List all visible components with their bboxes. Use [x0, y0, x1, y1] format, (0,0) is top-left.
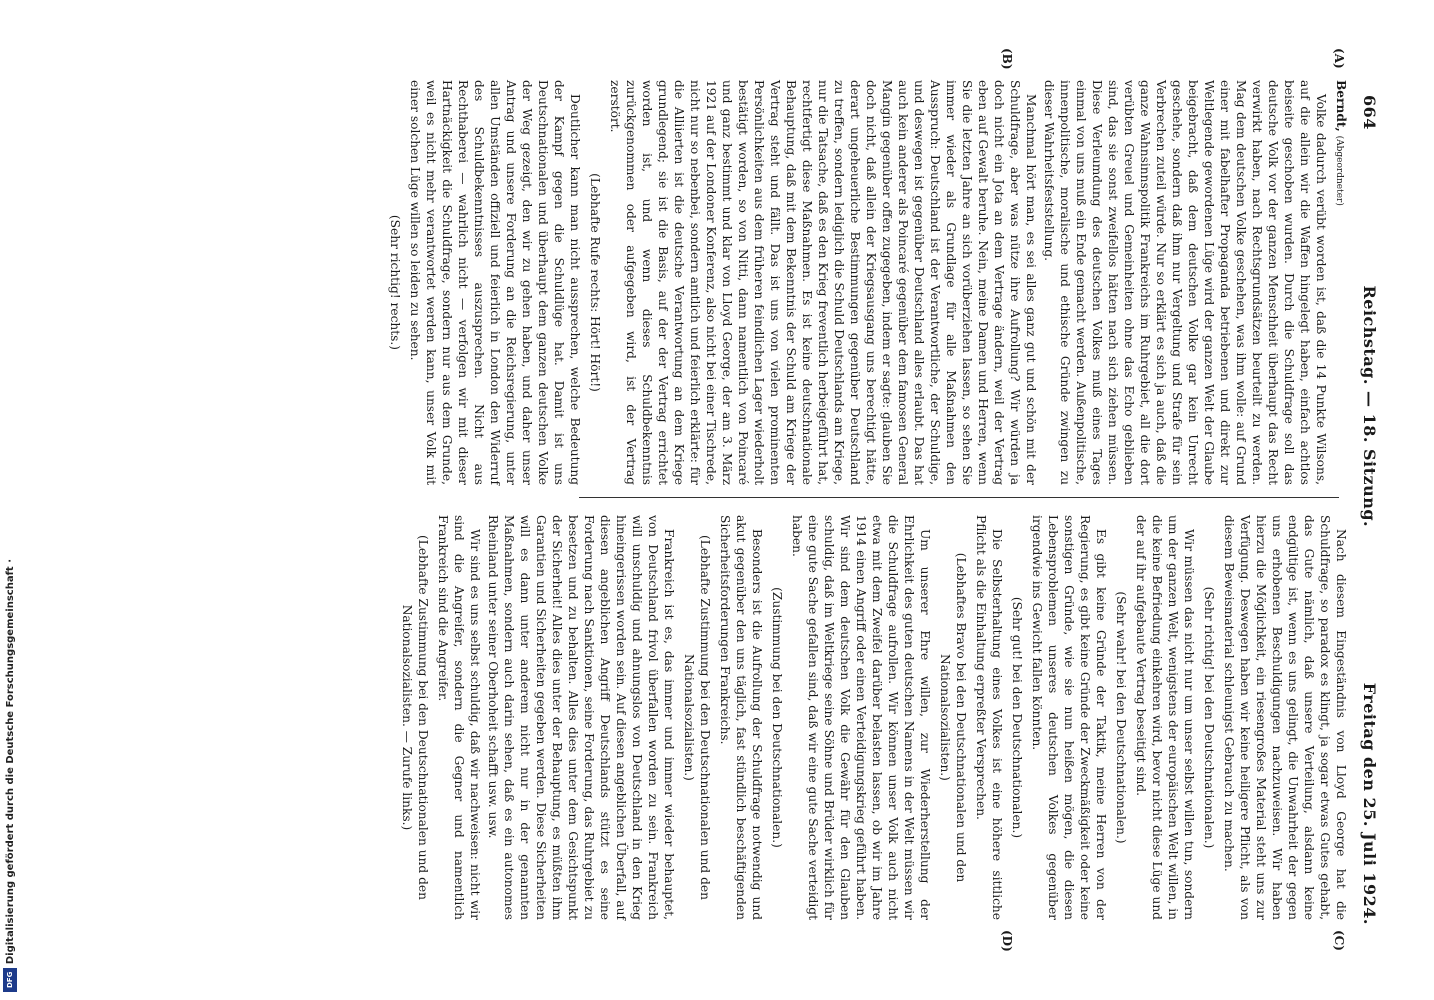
right-column: [395, 515, 1349, 920]
paragraph: Besonders ist die Aufrollung der Schuldfrage notwendig und akut gegenüber den uns täglich, fast stündlich beschäftigenden Sicherheitsforderungen Frankreichs.: [718, 515, 764, 920]
dfg-credit: [2, 2, 18, 992]
dfg-credit-text: Digitalisierung gefördert durch die Deutsche Forschungsgemeinschaft ·: [4, 558, 16, 964]
column-divider: [579, 497, 1339, 498]
paragraph: Manchmal hört man, es sei alles ganz gut und schön mit der Schuldfrage, aber was nütze ihre Aufrollung? Wir würden ja doch nicht ein Jota an dem Vertrage ändern, weil der Vertrag eben auf Gewalt beruhe. Nein, meine Damen und Herren, wenn Sie die letzten Jahre an sich vorüberziehen lassen, so sehen Sie immer wieder als Grundlage für alle Maßnahmen den Ausspruch: Deutschland ist der Verantwortliche, der Schuldige, und deswegen ist gegenüber Deutschland alles erlaubt. Das hat auch kein anderer als Poincaré gegenüber dem famosen General Mangin gegenüber offen zugegeben, indem er sagte: glauben Sie doch nicht, daß allein der Kriegsausgang uns berechtigt hätte, derart ungeheuerliche Bestimmungen gegenüber Deutschland zu treffen, sondern lediglich die Schuld Deutschlands am Kriege, nur die Tatsache, daß es den Krieg freventlich herbeigeführt hat, rechtfertigt diese Maßnahmen. Es ist keine deutschnationale Behauptung, daß mit dem Bekenntnis der Schuld am Kriege der Vertrag steht und fällt. Das ist uns von vielen prominenten Persönlichkeiten aus dem früheren feindlichen Lager wiederholt bestätigt worden, so von Nitti, dann namentlich von Poincaré und ganz bestimmt und klar von Lloyd George, der am 3. März 1921 auf der Londoner Konferenz, also nicht bei einer Tischrede, nicht nur so nebenbei, sondern amtlich und feierlich erklärte: für die Alliierten ist die deutsche Verantwortung an dem Kriege grundlegend; sie ist die Basis, auf der der Vertrag errichtet worden ist, und wenn dieses Schuldbekenntnis zurückgenommen oder aufgegeben wird, ist der Vertrag zerstört.: [608, 80, 1038, 485]
interjection: (Lebhafte Zustimmung bei den Deutschnationalen und den Nationalsozialisten. — Zurufe links.): [400, 535, 430, 900]
page-header: [1360, 95, 1379, 925]
left-column: [383, 80, 1349, 485]
interjection: (Sehr richtig! bei den Deutschnationalen.): [1202, 586, 1216, 849]
dfg-logo-icon: DFG: [3, 968, 17, 992]
margin-mark-a: (A): [1332, 48, 1346, 69]
interjection: (Lebhaftes Bravo bei den Deutschnationalen und den Nationalsozialisten.): [938, 552, 968, 883]
interjection: (Lebhafte Zustimmung bei den Deutschnationalen und den Nationalsozialisten.): [682, 535, 712, 900]
margin-mark-b: (B): [1000, 48, 1014, 70]
session-title: Reichstag. — 18. Sitzung.: [1360, 285, 1379, 528]
interjection: (Lebhafte Rufe rechts: Hört! Hört!): [588, 173, 602, 392]
interjection: (Sehr gut! bei den Deutschnationalen.): [1010, 596, 1024, 839]
paragraph: Deutlicher kann man nicht aussprechen, welche Bedeutung der Kampf gegen die Schuldlüge hat. Damit ist uns Deutschnationalen und überhaupt dem ganzen deutschen Volke der Weg gezeigt, den wir zu gehen haben, und daher unser Antrag und unsere Forderung an die Reichsregierung, unter allen Umständen offiziell und feierlich in London den Widerruf des Schuldbekenntnisses auszusprechen. Nicht aus Rechthaberei — wahrlich nicht — verfolgen wir mit dieser Hartnäckigkeit die Schuldfrage, sondern nur aus dem Grunde, weil es nicht mehr verantwortet werden kann, unser Volk mit einer solchen Lüge willen so leiden zu sehen.: [408, 80, 582, 485]
session-date: Freitag den 25. Juli 1924.: [1360, 682, 1379, 925]
paragraph: Um unserer Ehre willen, zur Wiederherstellung der Ehrlichkeit des guten deutschen Namens in der Welt müssen wir die Schuldfrage aufrollen. Wir können unser Volk auch nicht etwa mit dem Zweifel darüber belasten lassen, ob wir im Jahre 1914 einen Angriff oder einen Verteidigungskrieg geführt haben. Wir sind dem deutschen Volk die Gewähr für den Glauben schuldig, daß im Weltkriege seine Söhne und Brüder wirklich für eine gute Sache gefallen sind, daß wir eine gute Sache verteidigt haben.: [790, 515, 932, 920]
speaker-role: Abgeordneter: [1334, 139, 1344, 203]
paragraph: Wir müssen das nicht nur um unser selbst willen tun, sondern um der ganzen Welt, wenigstens der europäischen Welt willen, in die keine Befriedung einkehren wird, bevor nicht diese Lüge und der auf ihr aufgebaute Vertrag beseitigt sind.: [1134, 515, 1196, 920]
page-number: 664: [1360, 95, 1379, 130]
paragraph: Die Selbsterhaltung eines Volkes ist eine höhere sittliche Pflicht als die Einhaltung erpreßter Versprechen.: [974, 515, 1004, 920]
paragraph: Nach diesem Eingeständnis von Lloyd George hat die Schuldfrage, so paradox es klingt, ja sogar etwas Gutes gehabt, das Gute nämlich, daß unsere Verteilung, alsdann keine endgültige ist, wenn es uns gelingt, die Unwahrheit der gegen uns erhobenen Beschuldigungen nachzuweisen. Wir haben hierzu die Möglichkeit, ein riesengroßes Material steht uns zur Verfügung. Deswegen haben wir keine heiligere Pflicht, als von diesem Beweismaterial schleunigst Gebrauch zu machen.: [1222, 515, 1348, 920]
margin-mark-c: (C): [1332, 930, 1346, 951]
paragraph: Wir sind es uns selbst schuldig, daß wir nachweisen: nicht wir sind die Angreifer, sondern die Gegner und namentlich Frankreich sind die Angreifer.: [436, 515, 482, 920]
interjection: (Sehr wahr! bei den Deutschnationalen.): [1114, 591, 1128, 844]
margin-mark-d: (D): [1000, 930, 1014, 952]
speaker-name: Berndt,: [1334, 80, 1348, 132]
speaker-line: Berndt, (Abgeordneter): [1334, 80, 1348, 206]
paragraph: Frankreich ist es, das immer und immer wieder behauptet, von Deutschland frivol überfallen worden zu sein. Frankreich will unschuldig und ahnungslos von Deutschland in den Krieg hineingerissen worden sein. Auf diesen angeblichen Überfall, auf diesen angeblichen Angriff Deutschlands stützt es seine Forderung nach Sanktionen, seine Forderung, das Ruhrgebiet zu besetzen und zu behalten. Alles dies unter dem Gesichtspunkt der Sicherheit! Alles dies unter der Behauptung, es müßten ihm Garantien und Sicherheiten gegeben werden. Diese Sicherheiten will es dann unter anderem nicht nur in der genannten Maßnahmen, sondern auch darin sehen, daß es ein autonomes Rheinland unter seiner Oberhoheit schafft usw. usw.: [486, 515, 676, 920]
interjection: (Zustimmung bei den Deutschnationalen.): [770, 587, 784, 848]
paragraph: Volke dadurch verübt worden ist, daß die 14 Punkte Wilsons, auf die allein wir die Waffen hingelegt haben, einfach achtlos beiseite geschoben wurden. Durch die Schuldfrage soll das deutsche Volk vor der ganzen Menschheit überhaupt das Recht verwirkt haben, nach Rechtsgrundsätzen beurteilt zu werden. Mag dem deutschen Volke geschehen, was ihm wolle: auf Grund einer mit fabelhafter Propaganda betriebenen und direkt zur Weltlegende gewordenen Lüge wird der ganzen Welt der Glaube beigebracht, daß dem deutschen Volke gar kein Unrecht geschehe, sondern daß ihm nur Vergeltung und Strafe für sein Verbrechen zuteil würde. Nur so erklärt es sich ja auch, daß die ganze Wahnsinnspolitik Frankreichs im Ruhrgebiet, all die dort verübten Greuel und Gemeinheiten ohne das Echo geblieben sind, das sie sonst zweifellos hätten nach sich ziehen müssen. Diese Verleumdung des deutschen Volkes muß eines Tages einmal von uns muß ein Ende gemacht werden. Außenpolitische, innenpolitische, moralische und ethische Gründe zwingen zu dieser Wahrheitsfeststellung.: [1042, 80, 1328, 485]
interjection: (Sehr richtig! rechts.): [388, 214, 402, 351]
paragraph: Es gibt keine Gründe der Taktik, meine Herren von der Regierung, es gibt keine Gründe der Zweckmäßigkeit oder keine sonstigen Gründe, wie sie nun heißen mögen, die diesen Lebensproblemen unseres deutschen Volkes gegenüber irgendwie ins Gewicht fallen könnten.: [1030, 515, 1108, 920]
